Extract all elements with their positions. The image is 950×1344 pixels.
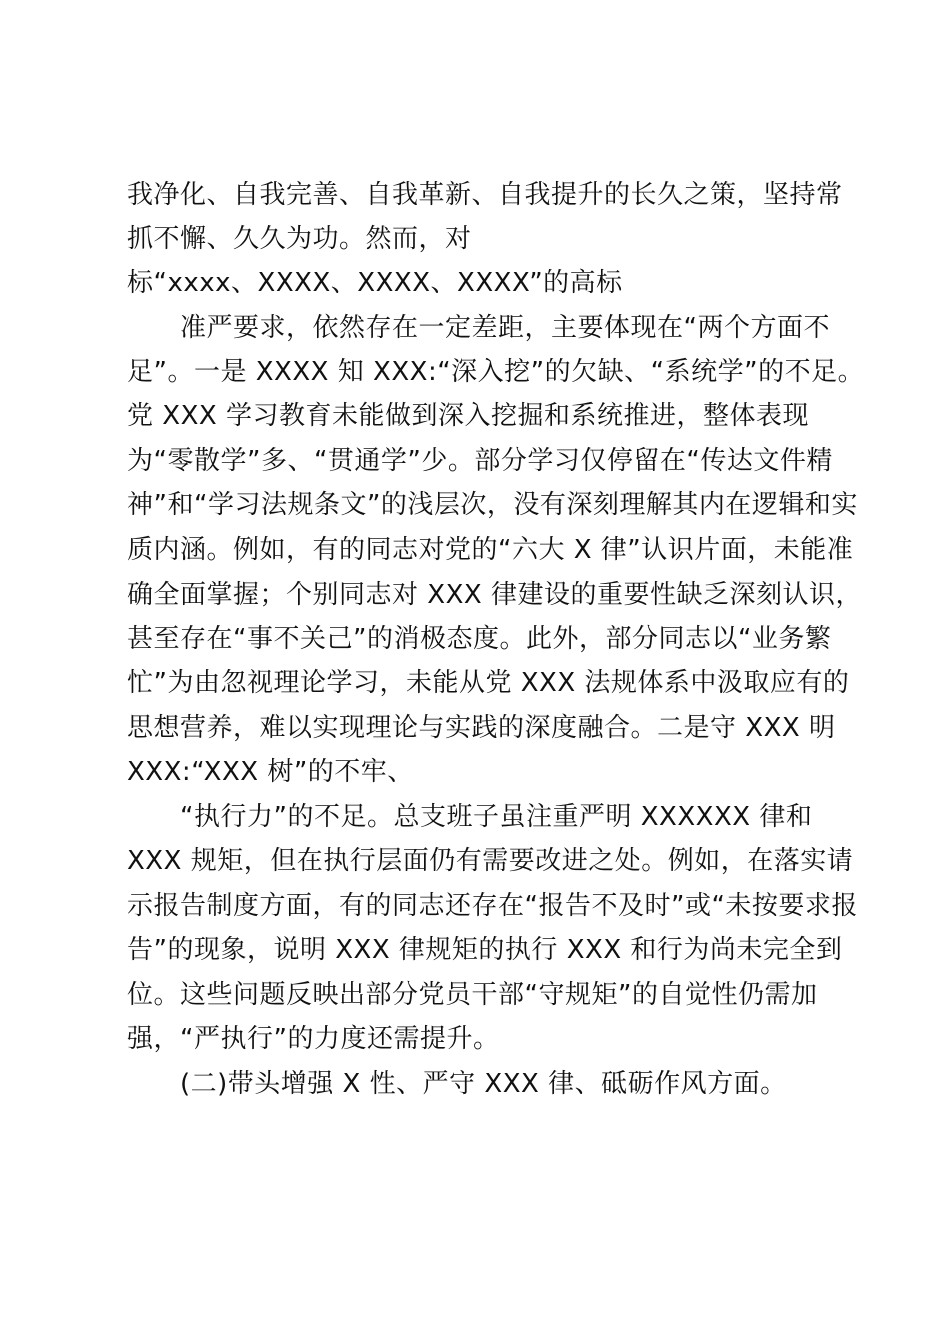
text-line: 标“xxxx、XXXX、XXXX、XXXX”的高标: [127, 268, 623, 298]
text-line: 质内涵。例如，有的同志对党的“六大 X 律”认识片面，未能准: [127, 535, 854, 565]
text-line: 党 XXX 学习教育未能做到深入挖掘和系统推进，整体表现: [127, 401, 809, 431]
text-line: 甚至存在“事不关己”的消极态度。此外，部分同志以“业务繁: [127, 624, 832, 654]
text-line: 为“零散学”多、“贯通学”少。部分学习仅停留在“传达文件精: [127, 446, 833, 476]
text-line: 思想营养，难以实现理论与实践的深度融合。二是守 XXX 明: [127, 713, 836, 743]
text-line: 抓不懈、久久为功。然而，对: [127, 224, 472, 254]
text-line: XXX:“XXX 树”的不牢、: [127, 757, 414, 787]
text-line: 足”。一是 XXXX 知 XXX:“深入挖”的欠缺、“系统学”的不足。: [127, 357, 865, 387]
text-line: 我净化、自我完善、自我革新、自我提升的长久之策，坚持常: [127, 180, 843, 210]
text-line: 神”和“学习法规条文”的浅层次，没有深刻理解其内在逻辑和实: [127, 490, 858, 520]
text-line: 准严要求，依然存在一定差距，主要体现在“两个方面不: [180, 313, 830, 343]
section-heading: (二)带头增强 X 性、严守 XXX 律、砥砺作风方面。: [180, 1069, 787, 1099]
text-line: “执行力”的不足。总支班子虽注重严明 XXXXXX 律和: [180, 802, 813, 832]
text-line: 位。这些问题反映出部分党员干部“守规矩”的自觉性仍需加: [127, 980, 818, 1010]
text-line: 强，“严执行”的力度还需提升。: [127, 1024, 500, 1054]
text-line: 告”的现象，说明 XXX 律规矩的执行 XXX 和行为尚未完全到: [127, 935, 843, 965]
text-line: XXX 规矩，但在执行层面仍有需要改进之处。例如，在落实请: [127, 846, 854, 876]
text-line: 忙”为由忽视理论学习，未能从党 XXX 法规体系中汲取应有的: [127, 668, 850, 698]
text-line: 确全面掌握；个别同志对 XXX 律建设的重要性缺乏深刻认识，: [127, 580, 862, 610]
text-line: 示报告制度方面，有的同志还存在“报告不及时”或“未按要求报: [127, 891, 858, 921]
